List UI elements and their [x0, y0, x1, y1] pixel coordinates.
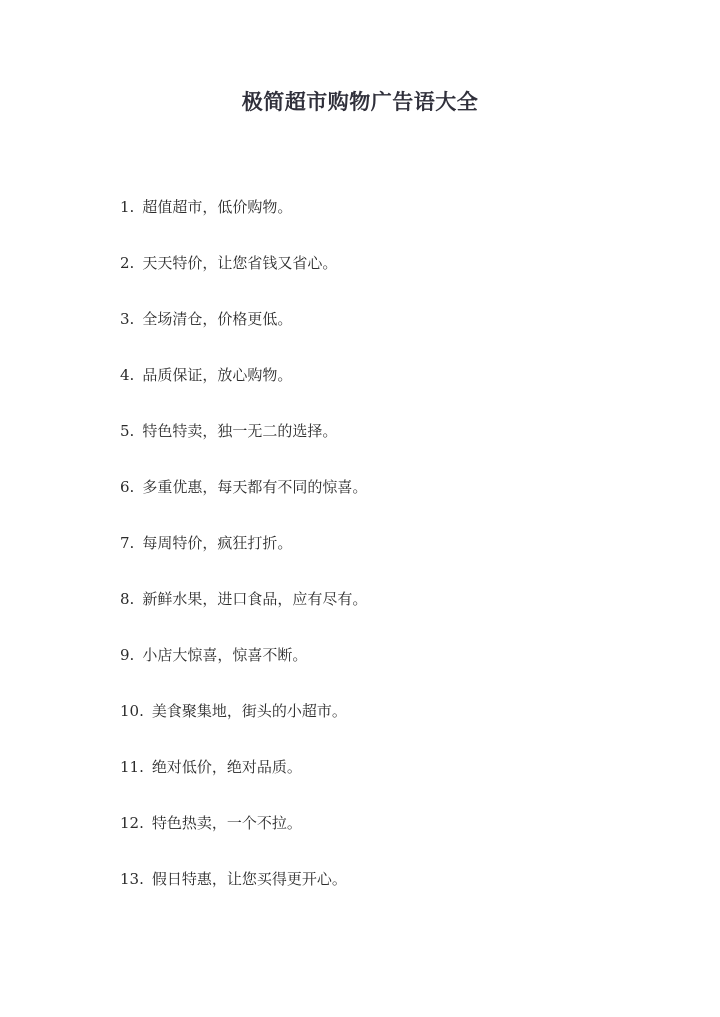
- list-item: [120, 810, 367, 866]
- list-item: [120, 586, 367, 642]
- list-item: [120, 306, 367, 362]
- item-text: 新鲜水果，进口食品，应有尽有。: [142, 590, 368, 608]
- item-text: 全场清仓，价格更低。: [142, 310, 293, 328]
- item-number: 5.: [120, 422, 135, 440]
- list-item: [120, 250, 367, 306]
- item-number: 10.: [120, 702, 144, 720]
- item-text: 每周特价，疯狂打折。: [142, 534, 293, 552]
- item-text: 特色热卖，一个不拉。: [151, 814, 302, 832]
- list-item: [120, 698, 367, 754]
- list-item: [120, 474, 367, 530]
- item-text: 多重优惠，每天都有不同的惊喜。: [142, 478, 368, 496]
- item-number: 2.: [120, 254, 135, 272]
- document-title: 极简超市购物广告语大全: [241, 89, 479, 114]
- item-number: 1.: [120, 198, 135, 216]
- list-item: [120, 418, 367, 474]
- item-number: 8.: [120, 590, 135, 608]
- item-text: 特色特卖，独一无二的选择。: [142, 422, 338, 440]
- list-item: [120, 642, 367, 698]
- list-item: [120, 754, 367, 810]
- item-number: 11.: [120, 758, 144, 776]
- item-text: 美食聚集地，街头的小超市。: [151, 702, 347, 720]
- item-text: 品质保证，放心购物。: [142, 366, 293, 384]
- item-number: 7.: [120, 534, 135, 552]
- list-item: [120, 530, 367, 586]
- item-text: 绝对低价，绝对品质。: [151, 758, 302, 776]
- list-item: [120, 194, 367, 250]
- item-text: 小店大惊喜，惊喜不断。: [142, 646, 308, 664]
- item-number: 3.: [120, 310, 135, 328]
- slogan-list: [120, 194, 367, 922]
- list-item: [120, 362, 367, 418]
- item-text: 假日特惠，让您买得更开心。: [151, 870, 347, 888]
- list-item: [120, 866, 367, 922]
- item-number: 6.: [120, 478, 135, 496]
- item-text: 超值超市，低价购物。: [142, 198, 293, 216]
- item-number: 12.: [120, 814, 144, 832]
- item-number: 13.: [120, 870, 144, 888]
- item-number: 4.: [120, 366, 135, 384]
- item-text: 天天特价，让您省钱又省心。: [142, 254, 338, 272]
- item-number: 9.: [120, 646, 135, 664]
